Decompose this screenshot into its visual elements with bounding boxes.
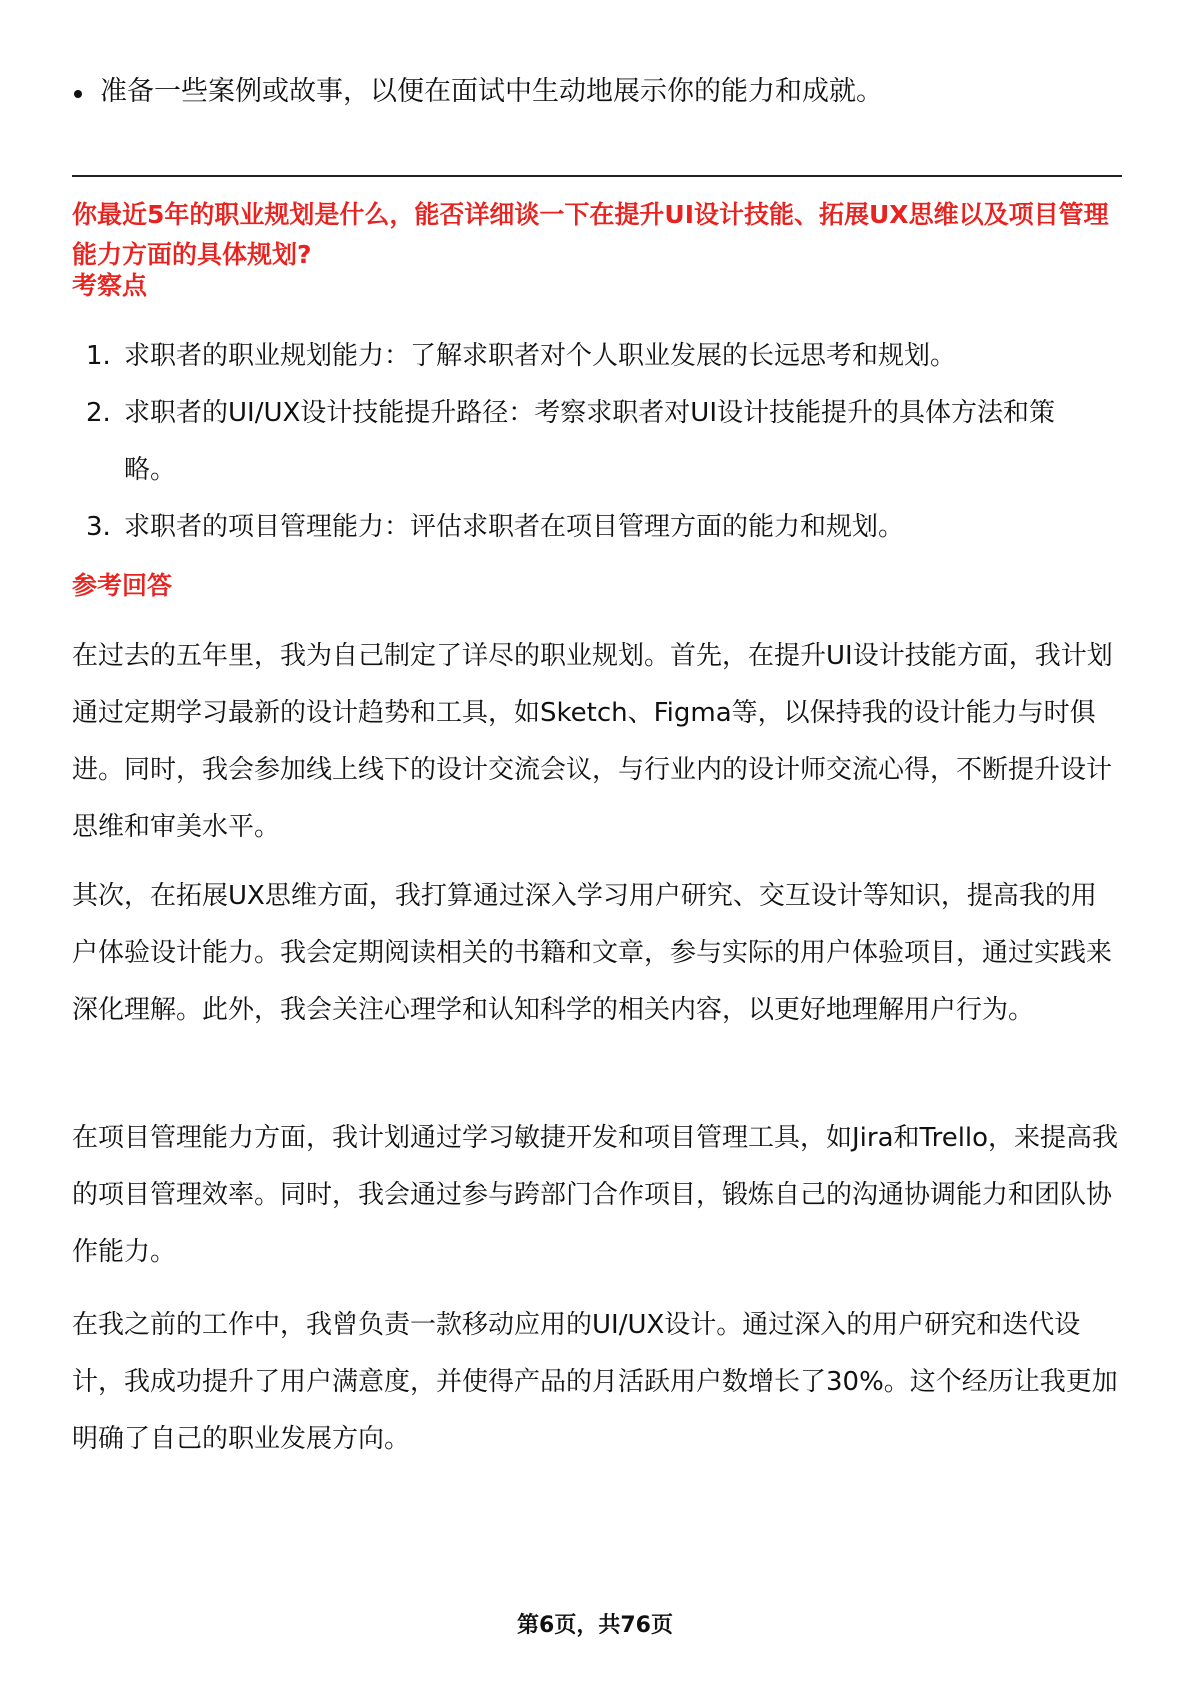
section-title-answer: 参考回答: [72, 571, 173, 600]
divider: [72, 175, 1122, 177]
list-number: 2.: [86, 398, 111, 428]
list-item: [100, 72, 883, 112]
list-item-text: 准备一些案例或故事，以便在面试中生动地展示你的能力和成就。: [100, 76, 883, 107]
answer-paragraph: 其次，在拓展UX思维方面，我打算通过深入学习用户研究、交互设计等知识，提高我的用户体验设计能力。我会定期阅读相关的书籍和文章，参与实际的用户体验项目，通过实践来深化理解。此外，我会关注心理学和认知科学的相关内容，以更好地理解用户行为。: [72, 881, 1113, 1025]
points-list: [72, 328, 1122, 556]
answer-paragraph: 在项目管理能力方面，我计划通过学习敏捷开发和项目管理工具，如Jira和Trello，来提高我的项目管理效率。同时，我会通过参与跨部门合作项目，锻炼自己的沟通协调能力和团队协作能力。: [72, 1123, 1119, 1267]
list-item-text: 求职者的项目管理能力：评估求职者在项目管理方面的能力和规划。: [124, 512, 905, 542]
question-heading: 你最近5年的职业规划是什么，能否详细谈一下在提升UI设计技能、拓展UX思维以及项目管理能力方面的具体规划?: [72, 200, 1109, 269]
list-item: [72, 328, 1122, 385]
bullet-icon: [74, 90, 82, 98]
section-title-points: 考察点: [72, 271, 148, 300]
list-item: [72, 385, 1122, 499]
list-item: [72, 499, 1122, 556]
list-number: 1.: [86, 341, 111, 371]
answer-paragraph: 在过去的五年里，我为自己制定了详尽的职业规划。首先，在提升UI设计技能方面，我计划通过定期学习最新的设计趋势和工具，如Sketch、Figma等，以保持我的设计能力与时俱进。同时，我会参加线上线下的设计交流会议，与行业内的设计师交流心得，不断提升设计思维和审美水平。: [72, 641, 1113, 842]
list-number: 3.: [86, 512, 111, 542]
page-number: 第6页，共76页: [517, 1613, 673, 1638]
list-item-text: 求职者的职业规划能力：了解求职者对个人职业发展的长远思考和规划。: [124, 341, 957, 371]
answer-paragraph: 在我之前的工作中，我曾负责一款移动应用的UI/UX设计。通过深入的用户研究和迭代设计，我成功提升了用户满意度，并使得产品的月活跃用户数增长了30%。这个经历让我更加明确了自己的职业发展方向。: [72, 1310, 1118, 1454]
list-item-text: 求职者的UI/UX设计技能提升路径：考察求职者对UI设计技能提升的具体方法和策略。: [124, 398, 1055, 485]
